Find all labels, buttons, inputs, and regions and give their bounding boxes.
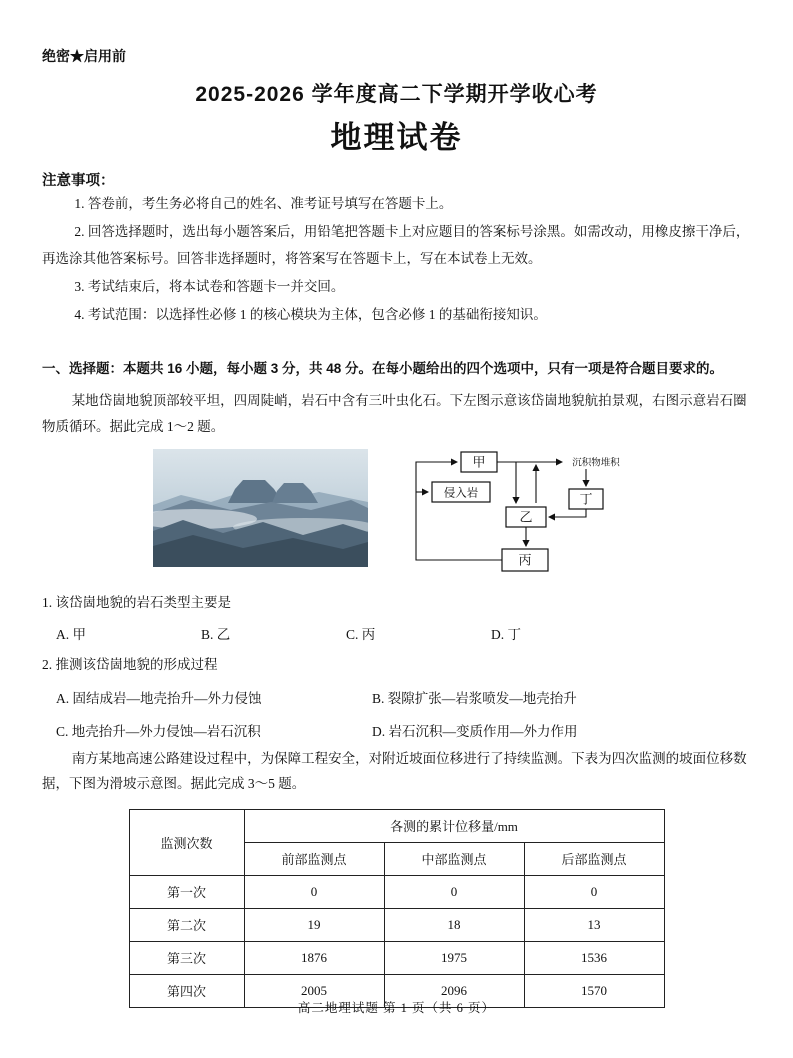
diagram-sediment-label: 沉积物堆积 [571, 457, 620, 469]
question-1-options [42, 623, 751, 643]
rock-cycle-diagram [406, 449, 641, 581]
notice-heading: 注意事项： [42, 173, 115, 189]
security-notice: 绝密★启用前 [42, 48, 126, 64]
row-label: 第三次 [129, 941, 244, 974]
question-2-option-b: B. 裂隙扩张—岩浆喷发—地壳抬升 [372, 690, 577, 706]
question-1-option-d: D. 丁 [491, 626, 521, 642]
table-row [129, 941, 664, 974]
cell-value: 1975 [384, 941, 524, 974]
question-2-options [42, 687, 751, 740]
table-span-header: 各测的累计位移量/mm [244, 809, 664, 842]
passage-2: 南方某地高速公路建设过程中，为保障工程安全，对附近坡面位移进行了持续监测。下表为四次监测的坡面位移数据，下图为滑坡示意图。据此完成 3～5 题。 [42, 750, 747, 792]
figures-row [42, 449, 751, 581]
row-label: 第二次 [129, 908, 244, 941]
notice-item-4: 4. 考试范围：以选择性必修 1 的核心模块为主体，包含必修 1 的基础衔接知识。 [74, 306, 547, 322]
cell-value: 18 [384, 908, 524, 941]
notice-item-2: 2. 回答选择题时，选出每小题答案后，用铅笔把答题卡上对应题目的答案标号涂黑。如需改动，用橡皮擦干净后，再选涂其他答案标号。回答非选择题时，将答案写在答题卡上，写在本试卷上无效。 [42, 223, 750, 267]
table-corner-header: 监测次数 [129, 809, 244, 875]
question-1-stem: 1. 该岱崮地貌的岩石类型主要是 [42, 595, 231, 611]
table-header-row [129, 809, 664, 842]
diagram-box-jia-label: 甲 [471, 454, 486, 470]
question-2-option-c: C. 地壳抬升—外力侵蚀—岩石沉积 [56, 723, 261, 739]
cell-value: 2096 [384, 974, 524, 1007]
table-row [129, 875, 664, 908]
question-2-option-d: D. 岩石沉积—变质作用—外力作用 [372, 723, 578, 739]
diagram-box-yi-label: 乙 [518, 509, 533, 525]
table-subheader-front: 前部监测点 [244, 842, 384, 875]
cell-value: 13 [524, 908, 664, 941]
table-subheader-middle: 中部监测点 [384, 842, 524, 875]
cell-value: 0 [244, 875, 384, 908]
cell-value: 19 [244, 908, 384, 941]
table-subheader-rear: 后部监测点 [524, 842, 664, 875]
diagram-box-ding-label: 丁 [578, 491, 593, 507]
diagram-box-bing-label: 丙 [517, 552, 532, 568]
section-one-heading: 一、选择题：本题共 16 小题，每小题 3 分，共 48 分。在每小题给出的四个选项中，只有一项是符合题目要求的。 [42, 361, 724, 377]
diagram-arrows [416, 462, 586, 560]
cell-value: 1536 [524, 941, 664, 974]
paper-title: 地理试卷 [330, 120, 463, 155]
question-1-option-b: B. 乙 [201, 626, 231, 642]
diagram-box-intrusive-label: 侵入岩 [443, 487, 478, 500]
notice-list [42, 190, 751, 328]
question-2-option-a: A. 固结成岩—地壳抬升—外力侵蚀 [56, 690, 262, 706]
cell-value: 0 [384, 875, 524, 908]
row-label: 第四次 [129, 974, 244, 1007]
displacement-table [129, 809, 665, 1008]
cell-value: 0 [524, 875, 664, 908]
displacement-table-wrap [42, 809, 751, 1008]
cell-value: 1876 [244, 941, 384, 974]
passage-1: 某地岱崮地貌顶部较平坦，四周陡峭，岩石中含有三叶虫化石。下左图示意该岱崮地貌航拍景观，右图示意岩石圈物质循环。据此完成 1～2 题。 [42, 393, 747, 434]
question-2-stem: 2. 推测该岱崮地貌的形成过程 [42, 656, 218, 672]
cell-value: 2005 [244, 974, 384, 1007]
exam-session-title: 2025-2026 学年度高二下学期开学收心考 [195, 83, 598, 106]
page-footer: 高二地理试题 第 1 页（共 6 页） [297, 1001, 496, 1015]
row-label: 第一次 [129, 875, 244, 908]
notice-item-3: 3. 考试结束后，将本试卷和答题卡一并交回。 [74, 279, 345, 295]
table-row [129, 908, 664, 941]
question-1-option-a: A. 甲 [56, 626, 86, 642]
notice-item-1: 1. 答卷前，考生务必将自己的姓名、准考证号填写在答题卡上。 [74, 196, 453, 211]
question-1-option-c: C. 丙 [346, 626, 376, 642]
daigu-landform-photo [153, 449, 368, 567]
cell-value: 1570 [524, 974, 664, 1007]
